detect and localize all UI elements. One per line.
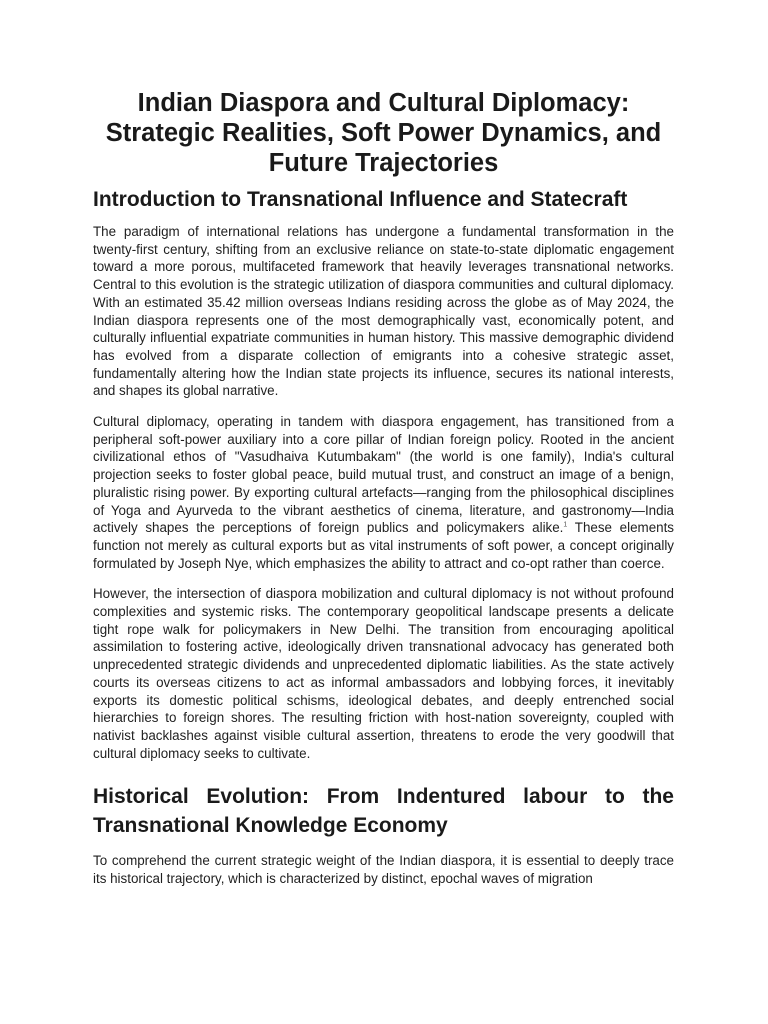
paragraph-text: These elements function not merely as cultural exports but as vital instruments of soft power, a concept originally formulated by Joseph Nye, which emphasizes the ability to attract and co-opt rather than coerce. [93,520,674,571]
body-paragraph: To comprehend the current strategic weight of the Indian diaspora, it is essential to deeply trace its historical trajectory, which is characterized by distinct, epochal waves of migration [93,853,674,887]
document-title: Indian Diaspora and Cultural Diplomacy: Strategic Realities, Soft Power Dynamics, and Future Trajectories [105,89,662,177]
body-paragraph: The paradigm of international relations has undergone a fundamental transformation in the twenty-first century, shifting from an exclusive reliance on state-to-state diplomatic engagement toward a more porous, multifaceted framework that heavily leverages transnational networks. Central to this evolution is the strategic utilization of diaspora communities and cultural diplomacy. With an estimated 35.42 million overseas Indians residing across the globe as of May 2024, the Indian diaspora represents one of the most demographically vast, economically potent, and culturally influential expatriate communities in human history. This massive demographic dividend has evolved from a disparate collection of emigrants into a cohesive strategic asset, fundamentally altering how the Indian state projects its influence, secures its national interests, and shapes its global narrative. [93,224,674,399]
footnote-marker[interactable]: 1 [563,521,568,529]
document-page [93,88,674,888]
section-heading-introduction: Introduction to Transnational Influence and Statecraft [93,188,628,211]
paragraph-text: Cultural diplomacy, operating in tandem with diaspora engagement, has transitioned from a peripheral soft-power auxiliary into a core pillar of Indian foreign policy. Rooted in the ancient civilizational ethos of "Vasudhaiva Kutumbakam" (the world is one family), India's cultural projection seeks to foster global peace, build mutual trust, and construct an image of a benign, pluralistic rising power. By exporting cultural artefacts—ranging from the philosophical disciplines of Yoga and Ayurveda to the vibrant aesthetics of cinema, literature, and gastronomy—India actively shapes the perceptions of foreign publics and policymakers alike. [93,414,674,536]
body-paragraph [93,413,674,572]
body-paragraph: However, the intersection of diaspora mobilization and cultural diplomacy is not without profound complexities and systemic risks. The contemporary geopolitical landscape presents a delicate tight rope walk for policymakers in New Delhi. The transition from encouraging apolitical assimilation to fostering active, ideologically driven transnational advocacy has generated both unprecedented strategic dividends and unprecedented diplomatic liabilities. As the state actively courts its overseas citizens to act as informal ambassadors and lobbying forces, it inevitably exports its domestic political schisms, ideological debates, and deeply entrenched social hierarchies to foreign shores. The resulting friction with host-nation sovereignty, coupled with nativist backlashes against visible cultural assertion, threatens to erode the very goodwill that cultural diplomacy seeks to cultivate. [93,586,674,761]
section-heading-historical-evolution: Historical Evolution: From Indentured labour to the Transnational Knowledge Economy [93,785,674,838]
